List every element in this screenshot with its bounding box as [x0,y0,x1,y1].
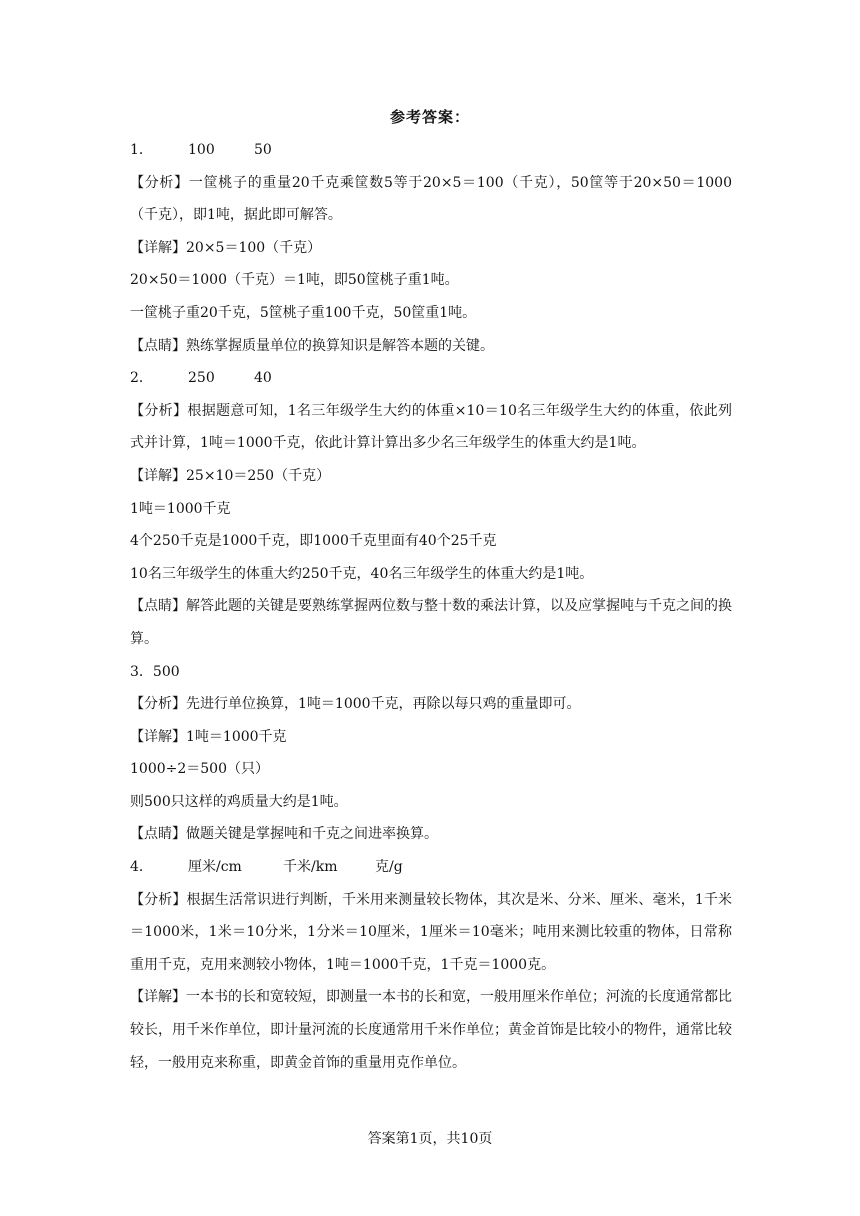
q3-detail-line: 【详解】1吨＝1000千克 [130,728,287,745]
q2-answer-2: 40 [254,370,272,387]
q1-analysis: 【分析】一筐桃子的重量20千克乘筐数5等于20×5＝100（千克），50筐等于20×50＝1000（千克），即1吨，据此即可解答。 [130,174,732,224]
q2-answer-1: 250 [188,370,215,387]
q3-analysis: 【分析】先进行单位换算，1吨＝1000千克，再除以每只鸡的重量即可。 [130,696,581,713]
q1-detail-line: 一筐桃子重20千克，5筐桃子重100千克，50筐重1吨。 [130,304,477,321]
answer-content [130,134,732,1079]
q2-detail-line: 4个250千克是1000千克，即1000千克里面有40个25千克 [130,533,497,550]
q4-analysis: 【分析】根据生活常识进行判断，千米用来测量较长物体，其次是米、分米、厘米、毫米，1千米＝1000米，1米＝10分米，1分米＝10厘米，1厘米＝10毫米；吨用来测比较重的物体，日常称重用千克，克用来测较小物体，1吨＝1000千克，1千克＝1000克。 [130,891,732,973]
page-footer: 答案第1页，共10页 [367,1131,493,1147]
q1-answer-2: 50 [254,142,272,158]
q3-detail-line: 1000÷2＝500（只） [130,761,269,778]
q4-answer-3: 克/g [375,859,403,876]
page-title: 参考答案： [389,108,470,126]
q4-answer-row [130,851,732,884]
q2-detail-line: 10名三年级学生的体重大约250千克，40名三年级学生的体重大约是1吨。 [130,565,594,582]
q1-detail-line: 【详解】20×5＝100（千克） [130,239,322,256]
q3-answer-row: 3．500 [130,663,180,680]
q3-detail-line: 则500只这样的鸡质量大约是1吨。 [130,793,348,810]
q2-answer-row [130,362,732,395]
q1-number: 1． [130,142,153,158]
q4-answer-2: 千米/km [283,859,338,876]
q4-detail: 【详解】一本书的长和宽较短，即测量一本书的长和宽，一般用厘米作单位；河流的长度通常都比较长，用千米作单位，即计量河流的长度通常用千米作单位；黄金首饰是比较小的物件，通常比较轻，一般用克来称重，即黄金首饰的重量用克作单位。 [130,989,732,1071]
q2-comment: 【点睛】解答此题的关键是要熟练掌握两位数与整十数的乘法计算，以及应掌握吨与千克之间的换算。 [130,598,732,647]
q2-number: 2． [130,370,153,387]
q2-analysis: 【分析】根据题意可知，1名三年级学生大约的体重×10＝10名三年级学生大约的体重，依此列式并计算，1吨＝1000千克，依此计算计算出多少名三年级学生的体重大约是1吨。 [130,402,732,452]
q2-detail-line: 1吨＝1000千克 [130,500,231,517]
q1-answer-1: 100 [188,142,215,158]
q1-detail-line: 20×50＝1000（千克）＝1吨，即50筐桃子重1吨。 [130,272,459,289]
q3-comment: 【点睛】做题关键是掌握吨和千克之间进率换算。 [130,826,438,843]
q4-answer-1: 厘米/cm [188,859,242,876]
q1-comment: 【点睛】熟练掌握质量单位的换算知识是解答本题的关键。 [130,337,494,354]
q2-detail-line: 【详解】25×10＝250（千克） [130,467,331,484]
q1-answer-row [130,134,732,167]
q4-number: 4． [130,859,153,876]
